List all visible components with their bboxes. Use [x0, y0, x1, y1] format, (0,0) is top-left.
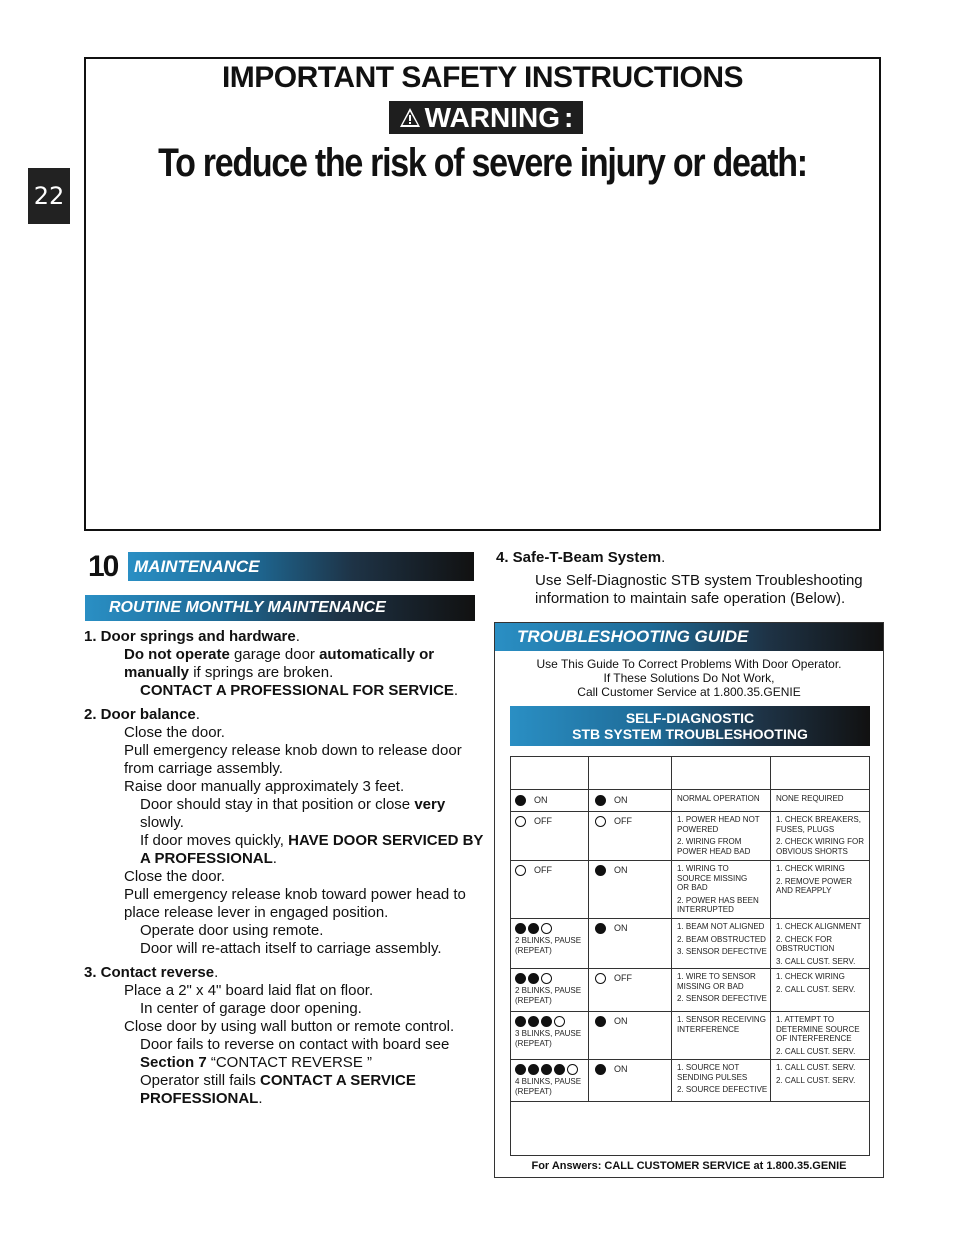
- section-title: MAINTENANCE: [134, 556, 260, 576]
- warning-triangle-icon: [399, 107, 421, 129]
- led-on-icon: [515, 1064, 526, 1075]
- diagnostic-table: [510, 756, 870, 1156]
- blink-pattern-label: 2 BLINKS, PAUSE (REPEAT): [515, 986, 582, 1005]
- led-on-icon: [515, 973, 526, 984]
- problem-item: 1. SENSOR RECEIVING INTERFERENCE: [677, 1015, 766, 1034]
- safety-instructions-box: [84, 57, 881, 531]
- item-2-line: Door will re-attach itself to carriage assembly.: [140, 940, 442, 957]
- troubleshooting-intro: Use This Guide To Correct Problems With Door Operator. If These Solutions Do Not Work, Call Customer Service at 1.800.35.GENIE: [536, 657, 842, 699]
- led-off-icon: [567, 1064, 578, 1075]
- item-2-stay: Door should stay in that position or close very slowly.: [140, 796, 446, 831]
- led-on-icon: [554, 1064, 565, 1075]
- item-3-line: In center of garage door opening.: [140, 1000, 362, 1017]
- solution-list: [776, 815, 868, 859]
- led-on-icon: [595, 1064, 606, 1075]
- stb-title-line-2: STB SYSTEM TROUBLESHOOTING: [572, 726, 808, 742]
- problem-item: 3. SENSOR DEFECTIVE: [677, 947, 767, 956]
- led-sensor-state: [595, 923, 628, 934]
- led-state-label: ON: [614, 1015, 628, 1026]
- solution-item: 1. CHECK WIRING: [776, 972, 845, 981]
- led-sensor-state: [595, 795, 628, 806]
- led-sensor-state: [595, 973, 632, 984]
- led-state-label: OFF: [614, 972, 632, 983]
- risk-statement: To reduce the risk of severe injury or death:: [158, 141, 807, 185]
- troubleshooting-footer: For Answers: CALL CUSTOMER SERVICE at 1.800.35.GENIE: [531, 1160, 847, 1172]
- item-2-line: Close the door.: [124, 868, 225, 885]
- problem-list: [677, 1063, 769, 1098]
- subsection-title-bar: [85, 595, 475, 621]
- problem-item: 2. SOURCE DEFECTIVE: [677, 1085, 768, 1094]
- problem-item: 1. BEAM NOT ALIGNED: [677, 922, 765, 931]
- solution-item: 3. CALL CUST. SERV.: [776, 956, 856, 966]
- section-title-bar: [128, 552, 474, 581]
- solution-list: [776, 972, 868, 997]
- warning-label: WARNING: [424, 101, 560, 133]
- item-4-heading: 4. Safe-T-Beam System.: [496, 549, 666, 566]
- problem-list: [677, 972, 769, 1007]
- led-off-icon: [541, 923, 552, 934]
- warning-colon: :: [564, 101, 574, 133]
- solution-list: [776, 794, 868, 807]
- led-source-state: [515, 973, 587, 1005]
- troubleshooting-guide: [494, 622, 884, 1178]
- solution-list: [776, 1063, 868, 1088]
- led-off-icon: [515, 816, 526, 827]
- solution-item: 1. CHECK BREAKERS, FUSES, PLUGS: [776, 815, 861, 834]
- problem-item: 2. SENSOR DEFECTIVE: [677, 994, 767, 1003]
- problem-list: [677, 922, 769, 960]
- blink-pattern-label: 4 BLINKS, PAUSE (REPEAT): [515, 1077, 582, 1096]
- solution-item: 2. CALL CUST. SERV.: [776, 984, 856, 994]
- led-off-icon: [515, 865, 526, 876]
- safety-title: IMPORTANT SAFETY INSTRUCTIONS: [221, 61, 744, 94]
- item-3-line: Place a 2" x 4" board laid flat on floor.: [124, 982, 374, 999]
- item-3-see-section: Door fails to reverse on contact with board see Section 7 “CONTACT REVERSE ”: [140, 1036, 450, 1071]
- item-2-line: Close the door.: [124, 724, 225, 741]
- stb-title-bar: [510, 706, 870, 746]
- problem-list: [677, 864, 769, 918]
- problem-item: NORMAL OPERATION: [677, 794, 760, 803]
- solution-item: 1. CHECK WIRING: [776, 864, 845, 873]
- solution-item: 2. CHECK WIRING FOR OBVIOUS SHORTS: [776, 837, 865, 856]
- solution-item: 2. REMOVE POWER AND REAPPLY: [776, 876, 853, 895]
- item-1-line: Do not operate garage door automatically or manually if springs are broken.: [124, 646, 435, 681]
- problem-list: [677, 1015, 769, 1037]
- solution-list: [776, 864, 868, 899]
- problem-item: 1. SOURCE NOT SENDING PULSES: [677, 1063, 748, 1082]
- led-off-icon: [554, 1016, 565, 1027]
- solution-item: 1. CHECK ALIGNMENT: [776, 922, 862, 931]
- led-source-state: [515, 923, 587, 955]
- problem-list: [677, 794, 769, 807]
- led-on-icon: [515, 795, 526, 806]
- solution-list: [776, 922, 868, 969]
- solution-item: 2. CALL CUST. SERV.: [776, 1075, 856, 1085]
- problem-item: 1. WIRE TO SENSOR MISSING OR BAD: [677, 972, 756, 991]
- item-2-line: Pull emergency release knob toward power head to place release lever in engaged position.: [124, 886, 466, 921]
- maintenance-instructions: [84, 628, 484, 1108]
- subsection-title: ROUTINE MONTHLY MAINTENANCE: [109, 599, 386, 616]
- led-sensor-state: [595, 1016, 628, 1027]
- led-on-icon: [528, 1016, 539, 1027]
- stb-title-line-1: SELF-DIAGNOSTIC: [625, 710, 755, 726]
- problem-item: 2. POWER HAS BEEN INTERRUPTED: [677, 895, 759, 914]
- led-source-state: [515, 865, 587, 876]
- solution-item: NONE REQUIRED: [776, 794, 844, 803]
- led-on-icon: [528, 1064, 539, 1075]
- item-3-heading: 3. Contact reverse.: [84, 964, 219, 981]
- led-state-label: ON: [614, 922, 628, 933]
- item-1-contact: CONTACT A PROFESSIONAL FOR SERVICE.: [140, 682, 459, 699]
- led-source-state: [515, 816, 587, 827]
- item-3-line: Close door by using wall button or remote control.: [124, 1018, 455, 1035]
- problem-item: 1. POWER HEAD NOT POWERED: [677, 815, 760, 834]
- item-4-text: Use Self-Diagnostic STB system Troubleshooting information to maintain safe operation (Below).: [535, 572, 863, 607]
- section-number: 10: [88, 550, 118, 583]
- led-state-label: OFF: [614, 815, 632, 826]
- item-2-quick: If door moves quickly, HAVE DOOR SERVICED BY A PROFESSIONAL.: [140, 832, 484, 867]
- led-on-icon: [595, 923, 606, 934]
- led-on-icon: [515, 1016, 526, 1027]
- led-state-label: ON: [614, 794, 628, 805]
- item-2-line: Operate door using remote.: [140, 922, 324, 939]
- troubleshooting-title-bar: [495, 623, 883, 651]
- led-state-label: ON: [614, 864, 628, 875]
- led-state-label: OFF: [534, 864, 552, 875]
- solution-item: 1. ATTEMPT TO DETERMINE SOURCE OF INTERFERENCE: [776, 1015, 860, 1043]
- led-on-icon: [541, 1064, 552, 1075]
- solution-item: 2. CHECK FOR OBSTRUCTION: [776, 934, 835, 953]
- item-3-contact: Operator still fails CONTACT A SERVICE PROFESSIONAL.: [140, 1072, 416, 1107]
- solution-item: 2. CALL CUST. SERV.: [776, 1046, 856, 1056]
- problem-item: 1. WIRING TO SOURCE MISSING OR BAD: [677, 864, 748, 892]
- led-state-label: OFF: [534, 815, 552, 826]
- warning-badge: [389, 101, 583, 134]
- led-source-state: [515, 1064, 587, 1096]
- item-1-heading: 1. Door springs and hardware.: [84, 628, 300, 645]
- troubleshooting-title: TROUBLESHOOTING GUIDE: [517, 627, 749, 646]
- blink-pattern-label: 2 BLINKS, PAUSE (REPEAT): [515, 936, 582, 955]
- item-2-line: Raise door manually approximately 3 feet.: [124, 778, 405, 795]
- led-state-label: ON: [534, 794, 548, 805]
- led-on-icon: [595, 795, 606, 806]
- problem-list: [677, 815, 769, 859]
- led-on-icon: [515, 923, 526, 934]
- led-on-icon: [541, 1016, 552, 1027]
- led-on-icon: [595, 1016, 606, 1027]
- led-on-icon: [528, 973, 539, 984]
- led-on-icon: [595, 865, 606, 876]
- led-state-label: ON: [614, 1063, 628, 1074]
- led-sensor-state: [595, 816, 632, 827]
- led-off-icon: [595, 973, 606, 984]
- problem-item: 2. BEAM OBSTRUCTED: [677, 934, 766, 944]
- problem-item: 2. WIRING FROM POWER HEAD BAD: [677, 837, 751, 856]
- item-2-line: Pull emergency release knob down to release door from carriage assembly.: [124, 742, 462, 777]
- led-source-state: [515, 1016, 587, 1048]
- led-sensor-state: [595, 865, 628, 876]
- led-source-state: [515, 795, 587, 806]
- item-2-heading: 2. Door balance.: [84, 706, 200, 723]
- page-number: 22: [28, 168, 70, 224]
- led-off-icon: [595, 816, 606, 827]
- led-on-icon: [528, 923, 539, 934]
- led-sensor-state: [595, 1064, 628, 1075]
- solution-list: [776, 1015, 868, 1059]
- blink-pattern-label: 3 BLINKS, PAUSE (REPEAT): [515, 1029, 582, 1048]
- solution-item: 1. CALL CUST. SERV.: [776, 1063, 856, 1072]
- led-off-icon: [541, 973, 552, 984]
